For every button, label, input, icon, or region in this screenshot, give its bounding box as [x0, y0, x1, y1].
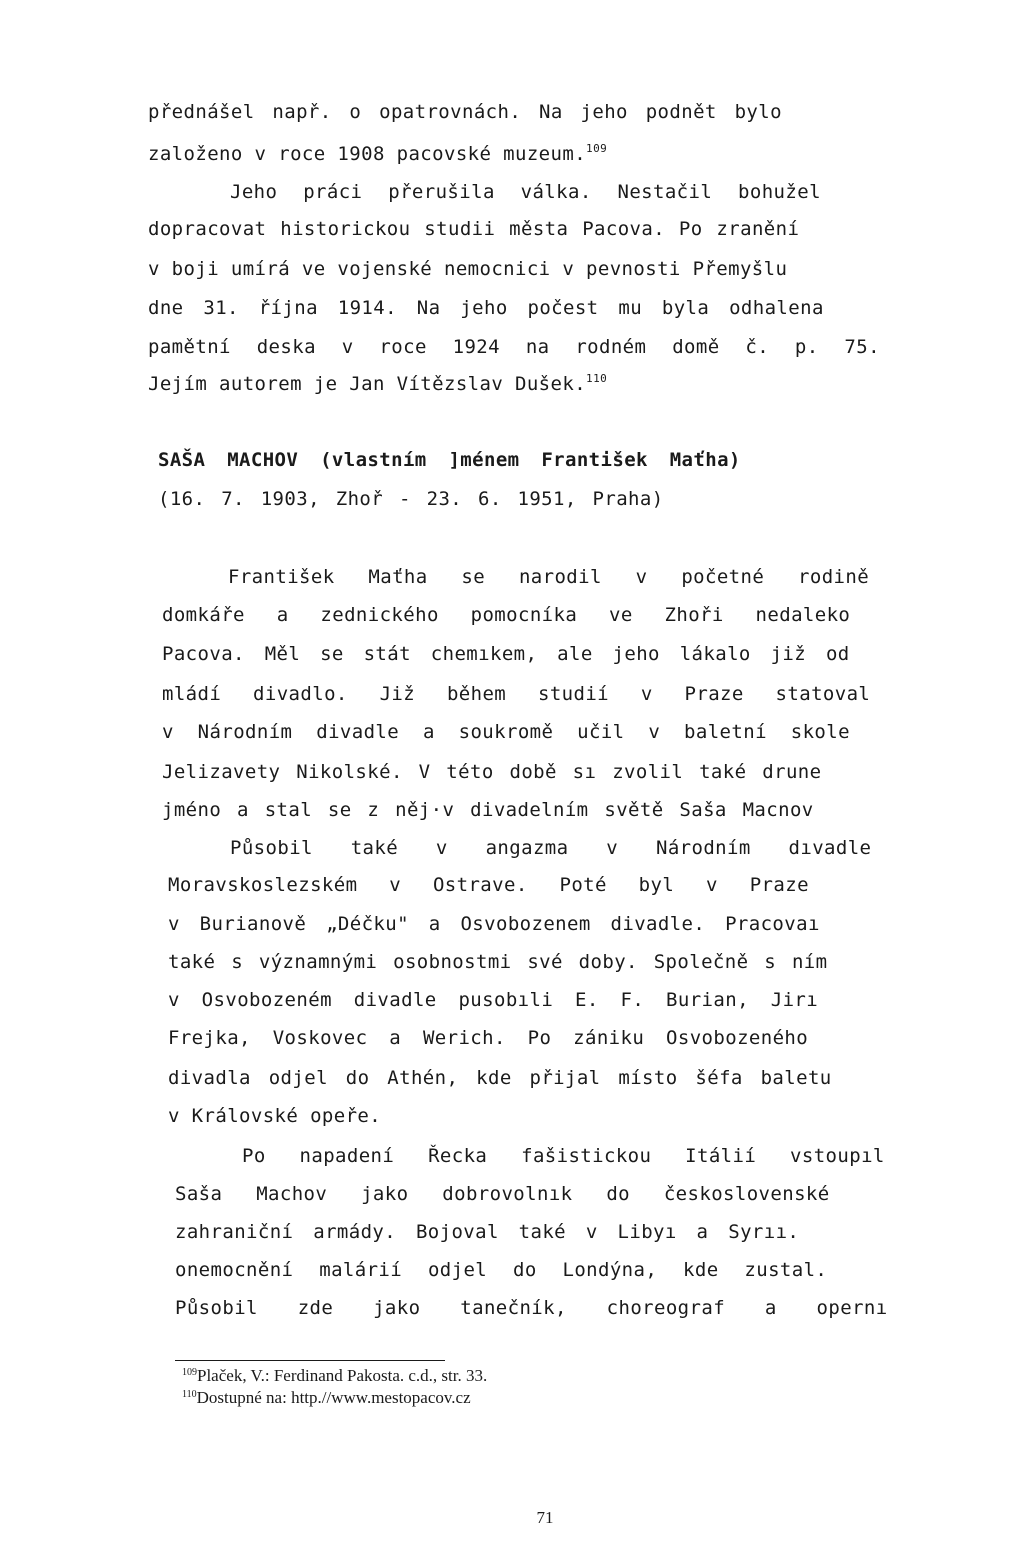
text-line: v Královské opeře.	[168, 1105, 382, 1127]
text-line: Po napadení Řecka fašistickou Itálií vstoupıl	[242, 1145, 885, 1167]
page-number: 71	[536, 1508, 554, 1527]
text-line: v Národním divadle a soukromě učil v baletní skole	[162, 721, 850, 743]
text-line	[148, 142, 607, 166]
footnote	[182, 1388, 471, 1408]
footnote-text: Dostupné na: http.//www.mestopacov.cz	[196, 1388, 471, 1407]
text-line: Moravskoslezském v Ostrave. Poté byl v Praze	[168, 874, 809, 896]
footnote	[182, 1366, 487, 1386]
footnote-ref: 109	[586, 142, 608, 155]
text-line: Jeho práci přerušila válka. Nestačil bohužel	[230, 181, 821, 203]
text-line: Působil také v angazma v Národním dıvadle	[230, 837, 872, 859]
text-line: Frejka, Voskovec a Werich. Po zániku Osvobozeného	[168, 1027, 809, 1049]
text-line-content: založeno v roce 1908 pacovské muzeum.	[148, 143, 587, 165]
footnote-ref: 110	[586, 372, 608, 385]
section-heading: SAŠA MACHOV (vlastním ]ménem František Maťha)	[158, 449, 741, 471]
section-dates: (16. 7. 1903, Zhoř - 23. 6. 1951, Praha)	[158, 488, 664, 510]
text-line: František Maťha se narodil v početné rodině	[228, 566, 870, 588]
text-line	[148, 372, 607, 396]
text-line: onemocnění malárií odjel do Londýna, kde zustal.	[175, 1259, 828, 1281]
text-line: Působil zde jako tanečník, choreograf a opernı	[175, 1297, 888, 1319]
text-line: pamětní deska v roce 1924 na rodném domě č. p. 75.	[148, 336, 880, 358]
text-line: také s významnými osobnostmi své doby. Společně s ním	[168, 951, 828, 973]
text-line: v Burianově „Déčku" a Osvobozenem divadle. Pracovaı	[168, 913, 820, 935]
text-line: jméno a stal se z něj·v divadelním světě Saša Macnov	[162, 799, 814, 821]
text-line: Jelizavety Nikolské. V této době sı zvolil také drune	[162, 761, 822, 783]
text-line: mládí divadlo. Již během studií v Praze statoval	[162, 683, 871, 705]
footnote-number: 109	[182, 1367, 197, 1378]
text-line: dne 31. října 1914. Na jeho počest mu byla odhalena	[148, 297, 824, 319]
text-line: v Osvobozeném divadle pusobıli E. F. Burian, Jirı	[168, 989, 819, 1011]
text-line: přednášel např. o opatrovnách. Na jeho podnět bylo	[148, 101, 782, 123]
text-line-content: Jejím autorem je Jan Vítězslav Dušek.	[148, 373, 587, 395]
text-line: Saša Machov jako dobrovolnık do československé	[175, 1183, 830, 1205]
footnote-text: Plaček, V.: Ferdinand Pakosta. c.d., str. 33.	[197, 1366, 488, 1385]
footnote-number: 110	[182, 1389, 197, 1400]
text-line: zahraniční armády. Bojoval také v Libyı a Syrıı.	[175, 1221, 800, 1243]
text-line: Pacova. Měl se stát chemıkem, ale jeho lákalo již od	[162, 643, 850, 665]
text-line: domkáře a zednického pomocníka ve Zhoři nedaleko	[162, 604, 851, 626]
text-line: divadla odjel do Athén, kde přijal místo šéfa baletu	[168, 1067, 832, 1089]
text-line: dopracovat historickou studii města Pacova. Po zranění	[148, 218, 800, 240]
footnote-separator	[175, 1360, 445, 1361]
text-line: v boji umírá ve vojenské nemocnici v pevnosti Přemyšlu	[148, 258, 788, 280]
